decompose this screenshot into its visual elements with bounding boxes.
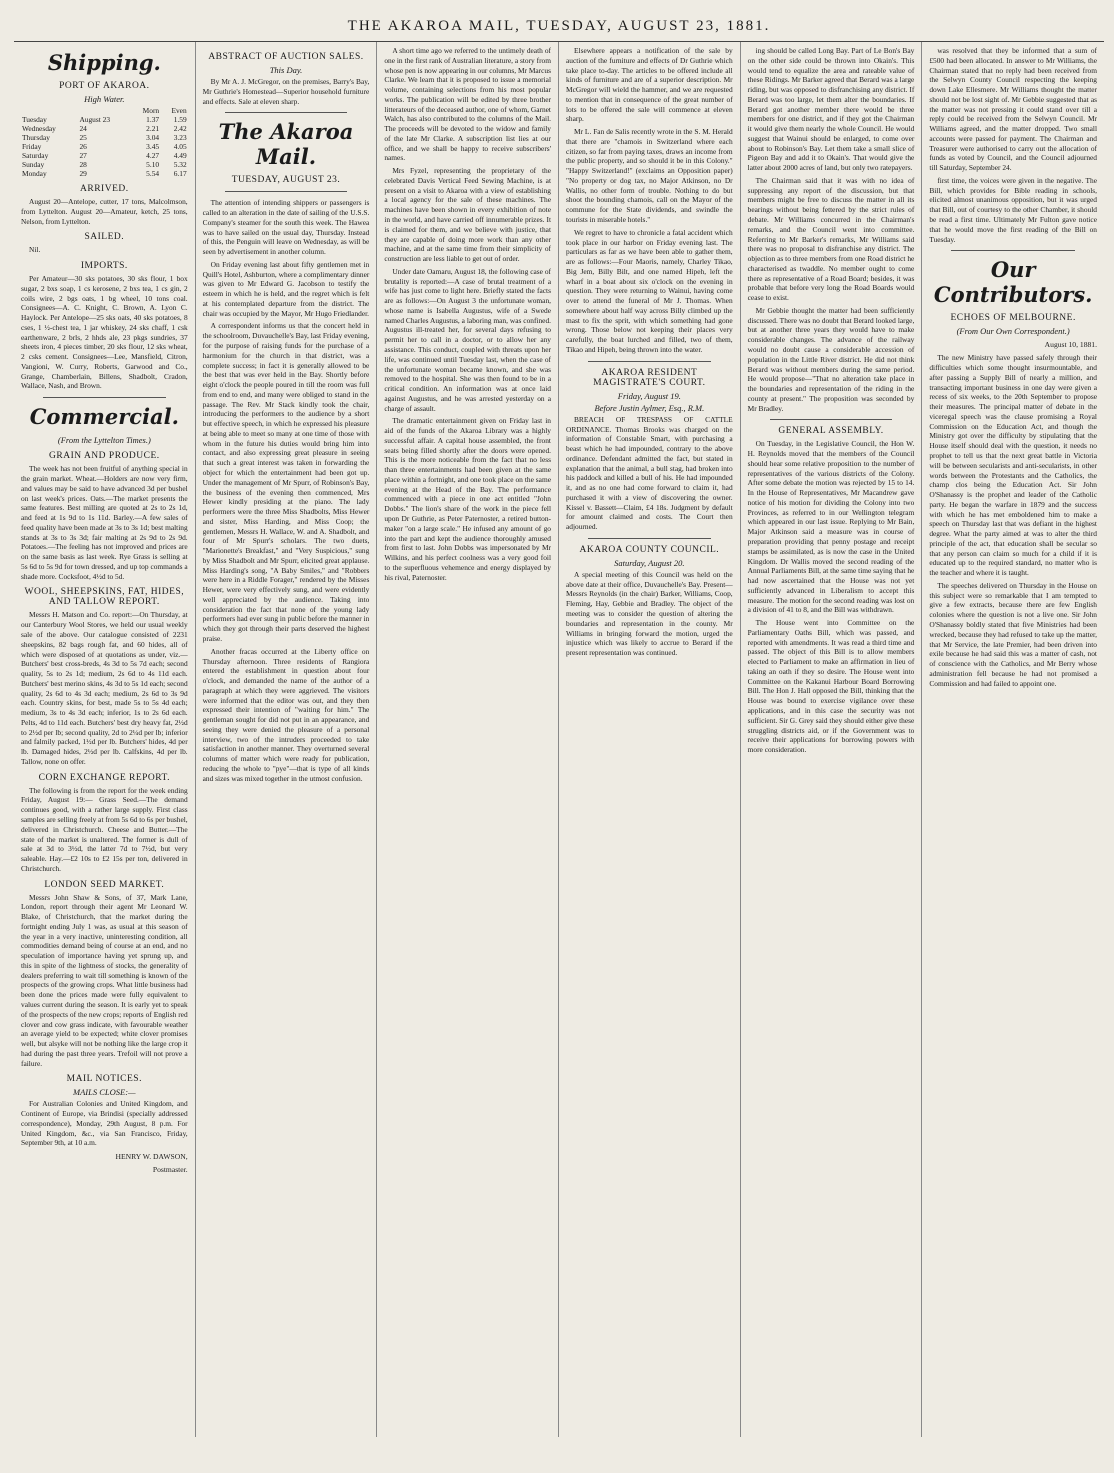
mail-heading: MAIL NOTICES.: [66, 1074, 142, 1085]
tide-row: [21, 160, 188, 169]
tide-row: [21, 151, 188, 160]
divider: [225, 112, 348, 113]
seed-text: Messrs John Shaw & Sons, of 37, Mark Lane, London, report through their agent Mr Leonard W. Blake, of Christchurch, that the market during the fortnight ending July 1 was, as usual at this season of the year in a very inactive, uninteresting condition, all commodities demand being of course at an end, and no speculation of importance having yet sprung up, and this in spite of the lightness of stocks, the generality of dealers preferring to wait till something is known of the prospects of the growing crops. What little business had been done the prices made were fully equivalent to values current during the season. It is early yet to speak of the prospects of the new crops; reports of English red clover and cow grass indicate, with favourable weather an average yield to be expected; white clover promises well, but alsyke will not be nothing like the large crop it had during the past three years. Trefoil will not prove a failure.: [21, 892, 188, 1068]
arrived-heading: ARRIVED.: [80, 184, 129, 194]
paper-title: The Akaroa Mail.: [218, 119, 354, 170]
court-heading: AKAROA RESIDENT MAGISTRATE'S COURT.: [593, 367, 706, 388]
wool-heading: WOOL, SHEEPSKINS, FAT, HIDES, AND TALLOW REPORT.: [24, 587, 185, 608]
corn-heading: CORN EXCHANGE REPORT.: [38, 772, 171, 783]
newspaper-page: [14, 8, 1104, 1453]
column-5: [741, 42, 923, 1437]
tide-date: 25: [79, 133, 87, 142]
tide-even: 4.05: [173, 142, 187, 151]
seed-heading: LONDON SEED MARKET.: [44, 879, 165, 890]
tide-day: Friday: [22, 142, 42, 151]
tide-day: Wednesday: [22, 124, 56, 133]
column-1: [14, 42, 196, 1437]
paper-date: TUESDAY, AUGUST 23.: [231, 175, 341, 186]
court-text: BREACH OF TRESPASS OF CATTLE ORDINANCE. Thomas Brooks was charged on the information of Constable Smart, with purchasing a beast which he had impounded, contrary to the above ordinance. Defendant admitted the fact, but stated in explanation that the animal, a bull stag, had broken into his paddock and killed a bull of his. He had impounded it, and as no one had come forward to claim it, had purchased it with a view of discovering the owner. Kissel v. Bassett—Claim, £4 18s. Judgment by default for amount claimed and costs. The Court then adjourned.: [566, 414, 733, 532]
tide-row: [21, 169, 188, 178]
shipping-heading: Shipping.: [47, 50, 161, 75]
tide-table: [21, 106, 188, 178]
sailed-text: Nil.: [29, 245, 41, 255]
wool-text: Messrs H. Matson and Co. report:—On Thursday, at our Canterbury Wool Stores, we held our usual weekly sale of the above. Our catalogue consisted of 2231 sheepskins, 82 bags rough fat, and 60 hides, all of which were disposed of at quotations as under, viz.—Butchers' best cross-breds, 4s 3d to 5s 7d each; second quality, 5s to 2s 1d; medium, 2s 6d to 4s 11d each. Butchers' best merino skins, 4s 3d to 5s 1d each; second quality, 2s 6d to 4s 3d each; medium, 2s 6d to 3s 9d each. Country skins, for best, made 5s to 5s 4d each; medium, 3s to 4s 3d each; inferior, 1s to 2s 6d each. Pelts, 4d to 11d each. Butchers' best dry heavy fat, 2½d to 2½d per lb; second quality, 2d to 2¼d per lb; inferior and falmily packed, 1½d per lb. Butchers' hides, 4d per lb. Damaged hides, 2½d per lb. Calfskins, 4d per lb. Tallow, none on offer.: [21, 610, 188, 766]
auction-text: By Mr A. J. McGregor, on the premises, Barry's Bay, Mr Guthrie's Homestead—Superior household furniture and effects. Sale at eleven sharp.: [202, 77, 370, 106]
columns: [14, 42, 1104, 1437]
article-paragraph: We regret to have to chronicle a fatal accident which took place in our harbor on Friday evening last. The particulars as far as we have been able to gather them, are as follows:—Four Maoris, namely, Charley Tikao, Big Jem, Billy Bilt, and one named Hipeh, left the wharf in a boat about six o'clock on the evening in question. They were returning to Wainui, having come over to attend the funeral of Mr J. Thomas. When somewhere about half way across Billy climbed up the mast to fix the sprit, with which something had gone wrong. Those below not keeping their places very carefully, the boat lurched and filled, two of them, Tikao and Hipeh, being thrown into the water.: [566, 227, 733, 354]
column-4: [559, 42, 741, 1437]
tide-even: 6.17: [173, 169, 187, 178]
article-paragraph: The dramatic entertainment given on Friday last in aid of the funds of the Akaroa Library was a highly successful affair. A capital house assembled, the front seats being filled shortly after the doors were opened. This is the more noticeable from the fact that no less than three entertainments had been given at the same place within a fortnight, and one took place on the same evening at the Head of the Bay. The performance commenced with a piece in one act entitled "John Dobbs." The lion's share of the work in the piece fell upon Dr Guthrie, as Peter Paternoster, a retired button-maker "on a large scale." He infused any amount of go into the part and kept the audience thoroughly amused from first to last. John Dobbs was impersonated by Mr Wilkins, and his perfect coolness was a very good foil to the superfluous vehemence and energy displayed by his rival, Paternoster.: [384, 416, 551, 582]
echoes-source: (From Our Own Correspondent.): [956, 326, 1070, 337]
tide-even: 1.59: [173, 115, 187, 124]
column-6: [922, 42, 1104, 1437]
article-paragraph: The House went into Committee on the Parliamentary Oaths Bill, which was passed, and reported with amendments. It was read a third time and passed. The object of this Bill is to allow members elected to Parliament to make an affirmation in lieu of taking an oath if they so desire. The House went into Committee on the Kakanui Harbour Board Borrowing Bill. The Hon J. Hall opposed the Bill, thinking that the House was bound to exercise vigilance over these applications, and in this case the security was not sufficient. Sir G. Grey said they should either give these struggling districts aid, or if the Government was to receive their applications for borrowing powers with more consideration.: [747, 618, 915, 755]
corn-text: The following is from the report for the week ending Friday, August 19:— Grass Seed.—The demand continues good, with a rather large supply. First class samples are selling freely at from 5s 6d to 6s per bushel, delivered in Christchurch. Cheese and Butter.—The state of the market is unaltered. The former is dull of sale at 3d to 3½d, the latter 7d to 7½d, but very saleable. Hay.—£2 10s to £2 15s per ton, delivered in Christchurch.: [21, 785, 188, 873]
imports-heading: IMPORTS.: [80, 261, 128, 272]
column-2: [196, 42, 378, 1437]
tide-even: 4.49: [173, 151, 187, 160]
tide-even: 5.32: [173, 160, 187, 169]
tide-even: 2.42: [173, 124, 187, 133]
tide-header-morn: Morn: [142, 106, 160, 115]
article-paragraph: Under date Oamaru, August 18, the following case of brutality is reported:—A case of brutal treatment of a wife has just come to light here. Briefly stated the facts are as follows:—On August 3 the unfortunate woman, whose name is Isabella Augustus, wife of a Swede named Charles Augustus, a laboring man, was confined. Augustus ill-treated her, for several days refusing to permit her to call in a doctor, or to allow her any assistance. This conduct, coupled with threats upon her life, was continued until Tuesday last, when the case of the unfortunate woman became known, and she was removed to the hospital. She was then found to be in a critical condition. An information was at once laid against Augustus, and he was arrested yesterday on a charge of assault.: [384, 266, 551, 413]
court-before: Before Justin Aylmer, Esq., R.M.: [594, 402, 705, 413]
tide-date: 26: [79, 142, 87, 151]
echoes-text: The new Ministry have passed safely through their difficulties which some thought insurmountable, and after passing a Supply Bill of nearly a million, and transacting important business in one day were given a recess of six weeks, to the 20th September to propose their measures. The principal matter of debate in the viceregal speech was the clause promising a Royal Commission on the Education Act, and though the Ministry got over the difficulty by stipulating that the House itself should deal with the question, it needs no prophet to tell us that the next great battle in Victoria will be between secularists and anti-secularists, in other words between the Protestants and the Catholics, the champ clos being the Education Act. Sir John O'Shanassy is the prophet and leader of the Catholic party. He began the warfare in 1879 and the success with which he has met emboldened him to make a speech on Thursday last that was defiant in the highest degree. What the party aimed at was to alter the third principle of the act, that education shall be secular so that any person can claim so much for a child if it is educated up to the required standard, no matter who is the teacher and where it is taught.: [929, 353, 1097, 578]
article-paragraph: ing should be called Long Bay. Part of Le Bon's Bay on the other side could be thrown into Okain's. This would tend to equalize the area and rateable value of these Ridings. Mr Barker agreed that Berard was a large riding, but was opposed to disfranchising any district. If Berard was too large, let them alter the boundaries. If Berard got another member there would be three members for one district, and if they got the Chairman it would give them nearly the whole Council. He would suggest that Wainui should be enlarged, to come over about to Robinson's Bay. Let them take a small slice of Pigeon Bay and add it to Okain's. That would give the latter about 2000 acres of land, but only two ratepayers.: [747, 46, 915, 173]
tide-day: Saturday: [22, 151, 49, 160]
postmaster-name: HENRY W. DAWSON,: [115, 1152, 188, 1162]
column-3: [377, 42, 559, 1437]
article-paragraph: first time, the voices were given in the negative. The Bill, which provides for Bible reading in schools, elicited almost unanimous opposition, but it was urged that Bill, out of courtesy to the other Chamber, it should be read a first time. Ultimately Mr Fulton gave notice that he would move the first reading of the Bill on Tuesday.: [929, 175, 1097, 244]
tide-row: [21, 124, 188, 133]
divider: [588, 361, 711, 362]
mail-subheading: MAILS CLOSE:—: [73, 1087, 136, 1098]
imports-text: Per Amateur—30 sks potatoes, 30 sks flour, 1 box sugar, 2 bxs soap, 1 cs kerosene, 2 bxs tea, 1 cs gin, 2 coils wire, 2 bgs oats, 1 bg wheel, 10 tons coal. Consignees—A. C. Knight, C. Brown, A. Lyon C. Haylock. Per Antelope—25 sks oats, 40 sks potatoes, 8 cses, 1 ½-chest tea, 1 jar whiskey, 24 sks chaff, 1 csk earthenware, 2 brls, 2 hhds ale, 23 pkgs sundries, 37 sheets iron, 4 pieces timber, 20 sks flour, 12 sks wheat, 2 csks cement. Consignees—Lee, Mansfield, Citron, Vangioni, W. Curry, Roberts, Garwood and Co., Grange, Chamberlain, Billens, Shadbolt, Cradon, Wallace, Nash, and Brown.: [21, 274, 188, 391]
tide-day: Sunday: [22, 160, 45, 169]
high-water-label: High Water.: [84, 94, 125, 104]
port-heading: PORT OF AKAROA.: [59, 81, 150, 91]
divider: [951, 250, 1075, 251]
court-date: Friday, August 19.: [617, 390, 681, 401]
tide-date: August 23: [79, 115, 111, 124]
council-date: Saturday, August 20.: [614, 557, 685, 568]
assembly-text: On Tuesday, in the Legislative Council, the Hon W. H. Reynolds moved that the members of the Council should hear some relative proposition to the number of representatives of the various districts of the Colony. After some debate the motion was rejected by 15 to 14. In the House of Representatives, Mr Macandrew gave notice of his motion for dividing the Colony into two Provinces, as referred to in our Wellington telegram which appeared in our last issue. Replying to Mr Bain, Major Atkinson said a measure was in course of preparation providing that penny postage and receipt stamps be assimilated, as is now the case in the United Kingdom. Dr Wallis moved the second reading of the Annual Parliaments Bill, at the same time saying that he had now ascertained that the House was not yet sufficiently advanced in Liberalism to accept this measure. The motion for the second reading was lost on a division of 41 to 8, and the Bill was withdrawn.: [747, 439, 915, 615]
tide-morn: 5.54: [146, 169, 160, 178]
tide-day: Thursday: [22, 133, 50, 142]
tide-morn: 1.37: [146, 115, 160, 124]
grain-text: The week has not been fruitful of anything special in the grain market. Wheat.—Holders are now very firm, and values may be said to have advanced 3d per bushel on last week's prices. Oats.—The market presents the same features. Best milling are quoted at 2s to 2s 1d, and feed at 1s 9d to 1s 11d. Barley.—A few sales of feed quality have been made at 3s to 3s 1d; best malting stands at 3s to 3s 3d; fair malting at 2s 9d to 2s 9d. Potatoes.—The feeling has not improved and prices are on the same basis as last week. Rye Grass is selling at 5s 6d to 5s 9d for town dressed, and up top commands a shade more. Cocksfoot, 4½d to 5d.: [21, 464, 188, 581]
tide-morn: 3.45: [146, 142, 160, 151]
article-paragraph: Mrs Fyzel, representing the proprietary of the celebrated Davis Vertical Feed Sewing Machine, is at present on a visit to Akaroa with a view of establishing a local agency for the sale of these machines. The machines have been shown in every exhibition of note in the world, and have carried off innumerable prizes. It is claimed for them, and we believe with justice, that they are capable of doing more work than any other machine, and at the same time from their simplicity of construction are less liable to get out of order.: [384, 166, 551, 264]
grain-heading: GRAIN AND PRODUCE.: [49, 451, 160, 462]
tide-date: 28: [79, 160, 87, 169]
tide-day: Monday: [22, 169, 47, 178]
divider: [43, 397, 166, 398]
article-paragraph: The attention of intending shippers or passengers is called to an alteration in the date of sailing of the U.S.S. Company's steamer for the south this week. The Hawea was to have sailed on the usual day, Thursday. Instead of this, the Penguin will leave on Wednesday, as will be seen by advertisement in another column.: [202, 198, 370, 257]
tide-row: [21, 115, 188, 124]
this-day-label: This Day.: [269, 65, 303, 75]
contributors-heading: Our Contributors.: [933, 257, 1093, 308]
article-paragraph: The speeches delivered on Thursday in the House on this subject were so remarkable that I am tempted to give a few extracts, because there are few English colonies where the question is not a live one. Sir John O'Shanassy boldly stated that five Ministries had been wrecked, because they had refused to take up the matter, that Mr Service, the late Premier, had been driven into exile because he had said this was a matter of cash, not of conscience with the Catholics, and Mr Berry whose administration fell because he had not promised a Commission and had failed to appoint one.: [929, 580, 1097, 688]
article-paragraph: Mr Gebbie thought the matter had been sufficiently discussed. There was no doubt that Berard looked large, but at another three years they would have to make considerable changes. The advance of the railway would no doubt cause a considerable accession of population in the Little River district. He did not think Berard was without members during the same period. He would propose—"That no alteration take place in the boundaries and representation of the riding in the county at present." The proposition was seconded by Mr Bradley.: [747, 305, 915, 413]
article-paragraph: The Chairman said that it was with no idea of suppressing any report of the discussion, but that members might be free to discuss the matter in all its bearings without being fettered by the strict rules of debate. Mr Williams concurred in the Chairman's remarks, and the Council went into committee. Referring to Mr Barker's remarks, Mr Williams said there was no proposal to disfranchise any district. The objection as to three members from one Road district he characterised as twaddle. No member ought to come there as representative of a Road Board; besides, it was probable that before very long the Road Boards would cease to exist.: [747, 175, 915, 303]
article-paragraph: Mr L. Fan de Salis recently wrote in the S. M. Herald that there are "chamois in Switzerland where each citizen, so far from paying taxes, draws an income from the public property, and so should it be in this Colony." "Happy Switzerland!" (exclaims an Opposition paper) "No property or dog tax, no Major Atkinson, no Dr Wallis, no other form of trouble. Nothing to do but shoot the bounding chamois, call on the Mayor of the commune for the State dividends, and swindle the tourists in miserable hotels.": [566, 127, 733, 225]
divider: [588, 538, 711, 539]
commercial-source: (From the Lyttelton Times.): [57, 435, 151, 446]
tide-date: 24: [79, 124, 87, 133]
article-paragraph: Another fracas occurred at the Liberty office on Thursday afternoon. Three residents of Rangiora entered the establishment in question about four o'clock, and demanded the name of the author of a paragraph at which they were aggrieved. The visitors were informed that the editor was out, and they then expressed their intention of "waiting for him." The gentleman sought for did not put in an appearance, and seeing they were denied the pleasure of a personal interview, two of the intruders proceeded to take satisfaction in another manner. They overturned several columns of matter which were ready for publication, reducing the whole to "pye"—that is type of all kinds and sizes was mixed together in the utmost confusion.: [202, 646, 370, 783]
tide-morn: 5.10: [146, 160, 160, 169]
article-paragraph: Elsewhere appears a notification of the sale by auction of the furniture and effects of Dr Guthrie which take place to-day. The articles to be offered include all kinds of furniture and are of a superior description. Mr McGregor will wield the hammer, and we are requested to mention that in consequence of the great number of lots to be offered the sale will commence at eleven sharp.: [566, 46, 733, 124]
divider: [225, 191, 348, 192]
echoes-heading: ECHOES OF MELBOURNE.: [950, 313, 1076, 324]
auction-heading: ABSTRACT OF AUCTION SALES.: [208, 52, 364, 62]
tide-row: [21, 133, 188, 142]
tide-morn: 4.27: [146, 151, 160, 160]
commercial-heading: Commercial.: [29, 404, 179, 430]
tide-day: Tuesday: [22, 115, 47, 124]
tide-date: 27: [79, 151, 87, 160]
postmaster-title: Postmaster.: [152, 1165, 188, 1175]
tide-morn: 3.04: [146, 133, 160, 142]
council-heading: AKAROA COUNTY COUNCIL.: [579, 544, 720, 555]
divider: [770, 419, 893, 420]
tide-header-even: Even: [171, 106, 187, 115]
echoes-date: August 10, 1881.: [1044, 340, 1097, 350]
tide-header-row: [21, 106, 188, 115]
mail-text: For Australian Colonies and United Kingdom, and Continent of Europe, via Brindisi (specially addressed correspondence), Monday, 29th August, 8 p.m. For United Kingdom, &c., via San Francisco, Friday, September 9th, at 10 a.m.: [21, 1099, 188, 1148]
article-paragraph: A short time ago we referred to the untimely death of one in the first rank of Australian literature, a story from whose pen is now appearing in our columns, Mr Marcus Clarke. We learn that it is proposed to issue a memorial volume, containing selections from his most popular works. The publication will be edited by three brother litterateurs of the deceased author, one of whom, Garnet Walch, has also contributed to the columns of the Mail. The proceeds will be devoted to the widow and family of the late Mr Clarke. A subscription list lies at our office, and we shall be happy to receive subscribers' names.: [384, 46, 551, 163]
tide-date: 29: [79, 169, 87, 178]
masthead: THE AKAROA MAIL, TUESDAY, AUGUST 23, 1881.: [14, 8, 1104, 42]
article-paragraph: On Friday evening last about fifty gentlemen met in Quill's Hotel, Ashburton, where a complimentary dinner was given to Mr Edward G. Jacobson to testify the esteem in which he is held, and the regret which is felt at his contemplated departure from the district. The chair was occupied by the Mayor, Mr Hugo Friedlander.: [202, 259, 370, 318]
tide-even: 3.23: [173, 133, 187, 142]
arrived-text: August 20—Antelope, cutter, 17 tons, Malcolmson, from Lyttelton. August 20—Amateur, ketch, 25 tons, Nelson, from Lyttelton.: [21, 197, 188, 226]
council-text: A special meeting of this Council was held on the above date at their office, Duvauchelle's Bay. Present—Messrs Reynolds (in the chair) Barker, Williams, Coop, Fleming, Hay, Gebbie and Bradley. The object of the meeting was to consider the question of altering the boundaries and representation in the county. Mr Williams in bringing forward the motion, urged the injustice which was likely to accrue to Berard if the present representation was continued.: [566, 569, 733, 658]
tide-row: [21, 142, 188, 151]
article-paragraph: was resolved that they be informed that a sum of £500 had been allocated. In answer to Mr Williams, the Chairman stated that no reply had been received from the Selwyn County Council respecting the keeping down Lake Ellesmere. Mr Williams thought the matter should not be lost sight of. Mr Gebbie suggested that as the matter was not pressing it could stand over till a reply could be received from the Selwyn Council. Mr Williams agreed, and the matter dropped. Two small accounts were passed for payment. The Chairman and Treasurer were authorised to carry out the allocation of funds as voted by Council, and the Council adjourned till Saturday, September 24.: [929, 46, 1097, 173]
tide-morn: 2.21: [146, 124, 160, 133]
article-paragraph: A correspondent informs us that the concert held in the schoolroom, Duvauchelle's Bay, last Friday evening, for the purpose of raising funds for the purchase of a harmonium for the church in that district, was a complete success; in fact it is generally allowed to be the best that was ever held in the Bay. Shortly before eight o'clock the people poured in till the room was full from end to end, and many were obliged to stand in the passage. The Rev. Mr Stack kindly took the chair, introducing the performers to the audience by a short but effective speech, in which he expressed his pleasure at being able to meet so many at one time of those with whom in the future his duties would bring him into contact, and also expressing great pleasure in seeing that such a great interest was taken in forwarding the object for which the entertainment had been got up. Under the management of Mr Spurr, of Robinson's Bay, the business of the evening then commenced, Mrs Hewer kindly presiding at the piano. The lady performers were the three Miss Shadbolts, Miss Hewer and sister, Miss Harding, and Miss Coop; the gentlemen, Messrs H. Wallace, W. and A. Shadbolt, and four of Mr Spurr's scholars. The two duets, "Marionette's Breakfast," and "Very Suspicious," sung by Miss Shadbolt and Mr Spurr, elicited great applause. Miss Harding's song, "A Baby Smiles," and "Robbers were here in a Riddle Forager," rendered by the Misses Hewer, were very effectively sung, and were evidently well appreciated by the audience. Taking into consideration the fact that none of the young lady performers had ever sung in public before the manner in which they got through their parts deserved the highest praise.: [202, 321, 370, 643]
assembly-heading: GENERAL ASSEMBLY.: [778, 426, 884, 437]
sailed-heading: SAILED.: [84, 232, 125, 243]
